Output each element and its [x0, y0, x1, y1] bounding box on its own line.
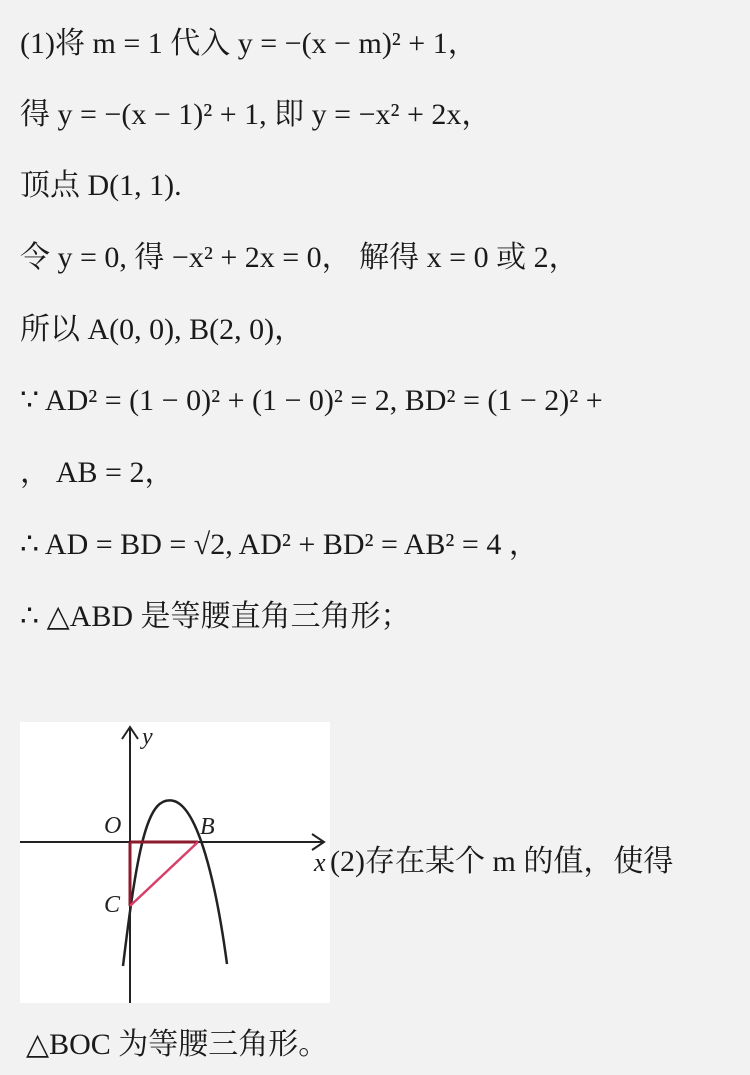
solution-line-4: 令 y = 0, 得 −x² + 2x = 0， 解得 x = 0 或 2，: [20, 241, 579, 274]
solution-line-9: ∴ △ABD 是等腰直角三角形；: [20, 600, 411, 633]
y-axis-label: y: [142, 724, 153, 750]
solution-line-3: 顶点 D(1, 1).: [20, 169, 182, 202]
solution-line-6: ∵ AD² = (1 − 0)² + (1 − 0)² = 2, BD² = (1 − 2)² +: [20, 384, 603, 417]
origin-label: O: [104, 813, 122, 839]
solution-line-2: 得 y = −(x − 1)² + 1, 即 y = −x² + 2x，: [20, 98, 492, 131]
x-axis-label: x: [314, 848, 326, 877]
part2-intro: (2)存在某个 m 的值，使得: [330, 845, 674, 878]
point-b-label: B: [200, 814, 215, 840]
solution-line-7: ， AB = 2，: [20, 456, 175, 489]
part2-conclusion: △BOC 为等腰三角形。: [26, 1028, 329, 1061]
parabola-diagram: [20, 722, 330, 1003]
solution-line-8: ∴ AD = BD = √2, AD² + BD² = AB² = 4 ，: [20, 528, 539, 561]
solution-line-5: 所以 A(0, 0), B(2, 0)，: [20, 313, 305, 346]
parabola-figure: [20, 722, 330, 1003]
solution-line-1: (1)将 m = 1 代入 y = −(x − m)² + 1，: [20, 27, 478, 60]
point-c-label: C: [104, 892, 121, 918]
